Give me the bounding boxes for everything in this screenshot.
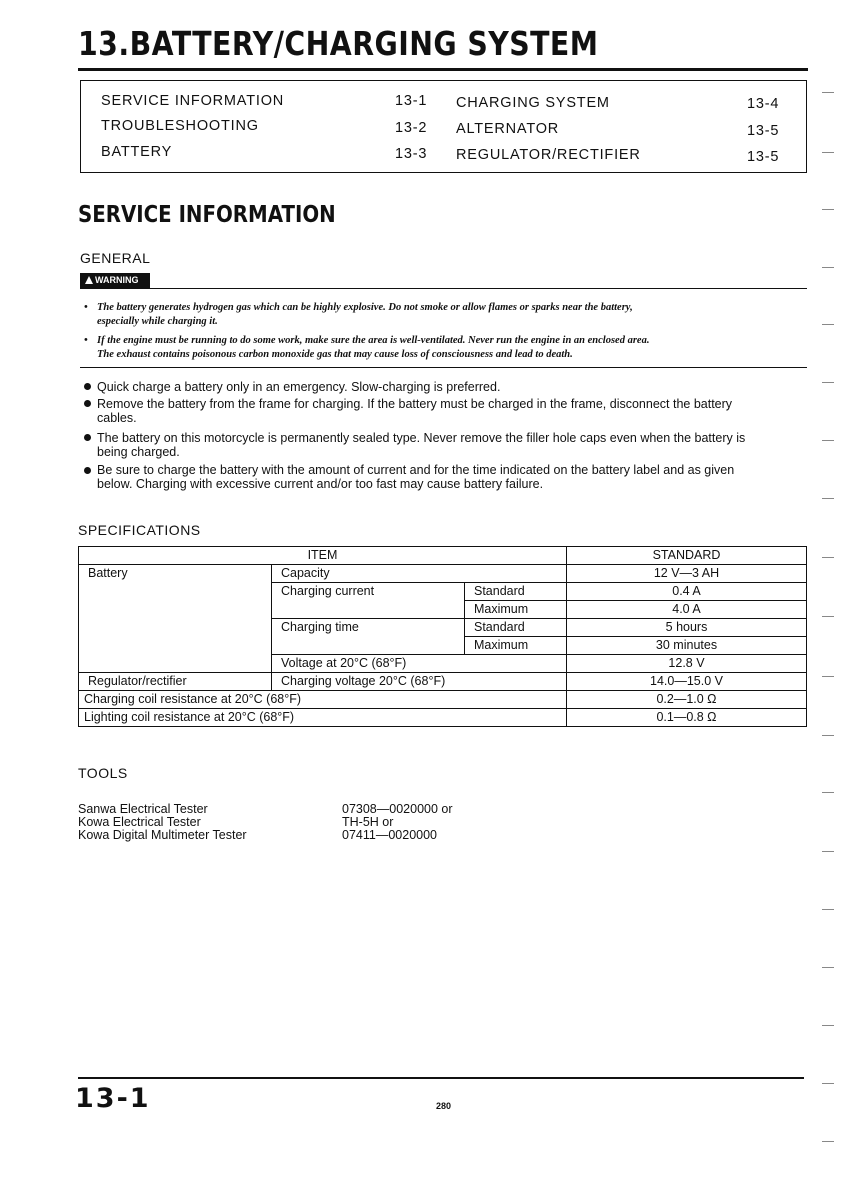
margin-mark — [822, 324, 834, 325]
toc-page-service-information: 13-1 — [395, 93, 428, 109]
voltage-label: Voltage at 20°C (68°F) — [272, 655, 567, 673]
toc-page-troubleshooting: 13-2 — [395, 120, 428, 136]
voltage-value: 12.8 V — [567, 655, 807, 673]
warning-text-line: especially while charging it. — [97, 316, 218, 327]
margin-mark — [822, 498, 834, 499]
section-title: SERVICE INFORMATION — [78, 202, 336, 228]
margin-mark — [822, 967, 834, 968]
warning-label: WARNING — [95, 275, 139, 285]
table-row — [79, 691, 807, 709]
charging-current-maximum-value: 4.0 A — [567, 601, 807, 619]
lighting-coil-value: 0.1—0.8 Ω — [567, 709, 807, 727]
warning-text-line: The exhaust contains poisonous carbon monoxide gas that may cause loss of consciousness and lead to death. — [97, 349, 573, 360]
bullet-text-line: Quick charge a battery only in an emergency. Slow-charging is preferred. — [97, 380, 501, 394]
margin-mark — [822, 616, 834, 617]
toc-page-battery: 13-3 — [395, 146, 428, 162]
margin-mark — [822, 382, 834, 383]
page-number: 13-1 — [75, 1083, 151, 1114]
warning-top-rule — [80, 288, 807, 289]
warning-triangle-icon — [85, 276, 93, 284]
margin-mark — [822, 735, 834, 736]
tool-name: Kowa Digital Multimeter Tester — [78, 828, 247, 842]
tool-number: 07411—0020000 — [342, 828, 437, 842]
bullet-text-line: below. Charging with excessive current and/or too fast may cause battery failure. — [97, 477, 544, 491]
tool-name: Kowa Electrical Tester — [78, 815, 201, 829]
page-code: 280 — [436, 1101, 452, 1111]
bullet-text-line: The battery on this motorcycle is permanently sealed type. Never remove the filler hole caps even when the battery is — [97, 431, 746, 445]
table-row — [79, 565, 807, 583]
margin-mark — [822, 1083, 834, 1084]
lighting-coil-label: Lighting coil resistance at 20°C (68°F) — [79, 709, 567, 727]
margin-mark — [822, 152, 834, 153]
toc-page-alternator: 13-5 — [747, 123, 780, 139]
charging-time-standard-value: 5 hours — [567, 619, 807, 637]
footer-rule — [78, 1077, 804, 1079]
warning-text-line: The battery generates hydrogen gas which can be highly explosive. Do not smoke or allow flames or sparks near the battery, — [97, 302, 633, 313]
header-rule — [78, 68, 808, 71]
capacity-value: 12 V—3 AH — [567, 565, 807, 583]
bullet-dot — [84, 400, 91, 407]
charging-time-maximum-label: Maximum — [465, 637, 567, 655]
toc-label-troubleshooting: TROUBLESHOOTING — [101, 118, 259, 134]
toc-page-charging-system: 13-4 — [747, 96, 780, 112]
toc-box — [80, 80, 807, 173]
bullet-dot — [84, 434, 91, 441]
charging-current-standard-label: Standard — [465, 583, 567, 601]
margin-mark — [822, 267, 834, 268]
toc-label-battery: BATTERY — [101, 144, 173, 160]
tool-number: TH-5H or — [342, 815, 394, 829]
toc-label-regulator-rectifier: REGULATOR/RECTIFIER — [456, 147, 641, 163]
charging-time-label: Charging time — [272, 619, 465, 655]
toc-label-alternator: ALTERNATOR — [456, 121, 560, 137]
charging-current-standard-value: 0.4 A — [567, 583, 807, 601]
general-heading: GENERAL — [80, 250, 151, 266]
bullet-text-line: Remove the battery from the frame for charging. If the battery must be charged in the frame, disconnect the battery — [97, 397, 733, 411]
toc-label-charging-system: CHARGING SYSTEM — [456, 95, 610, 111]
charging-current-label: Charging current — [272, 583, 465, 619]
warning-bottom-rule — [80, 367, 807, 368]
specifications-heading: SPECIFICATIONS — [78, 522, 201, 538]
bullet-dot — [84, 383, 91, 390]
regulator-value: 14.0—15.0 V — [567, 673, 807, 691]
margin-mark — [822, 92, 834, 93]
bullet-text-line: cables. — [97, 411, 137, 425]
header-standard: STANDARD — [567, 547, 807, 565]
charging-coil-label: Charging coil resistance at 20°C (68°F) — [79, 691, 567, 709]
header-item: ITEM — [79, 547, 567, 565]
table-row — [79, 673, 807, 691]
tools-heading: TOOLS — [78, 765, 128, 781]
battery-label: Battery — [79, 565, 272, 673]
charging-current-maximum-label: Maximum — [465, 601, 567, 619]
table-row — [79, 709, 807, 727]
toc-label-service-information: SERVICE INFORMATION — [101, 93, 285, 109]
toc-page-regulator-rectifier: 13-5 — [747, 149, 780, 165]
chapter-title: 13.BATTERY/CHARGING SYSTEM — [78, 24, 599, 63]
margin-mark — [822, 851, 834, 852]
warning-marker: • — [84, 302, 88, 313]
table-row — [79, 547, 807, 565]
warning-badge — [80, 273, 150, 288]
tool-name: Sanwa Electrical Tester — [78, 802, 208, 816]
margin-mark — [822, 1025, 834, 1026]
tool-number: 07308—0020000 or — [342, 802, 453, 816]
margin-mark — [822, 792, 834, 793]
bullet-text-line: Be sure to charge the battery with the amount of current and for the time indicated on the battery label and as given — [97, 463, 735, 477]
capacity-label: Capacity — [272, 565, 567, 583]
margin-mark — [822, 209, 834, 210]
warning-marker: • — [84, 335, 88, 346]
charging-time-maximum-value: 30 minutes — [567, 637, 807, 655]
regulator-item: Charging voltage 20°C (68°F) — [272, 673, 567, 691]
margin-mark — [822, 909, 834, 910]
margin-mark — [822, 440, 834, 441]
margin-mark — [822, 676, 834, 677]
regulator-label: Regulator/rectifier — [79, 673, 272, 691]
bullet-dot — [84, 467, 91, 474]
specifications-table — [78, 546, 807, 727]
margin-mark — [822, 1141, 834, 1142]
charging-coil-value: 0.2—1.0 Ω — [567, 691, 807, 709]
charging-time-standard-label: Standard — [465, 619, 567, 637]
warning-text-line: If the engine must be running to do some work, make sure the area is well-ventilated. Never run the engine in an enclosed area. — [97, 335, 650, 346]
bullet-text-line: being charged. — [97, 445, 180, 459]
margin-mark — [822, 557, 834, 558]
